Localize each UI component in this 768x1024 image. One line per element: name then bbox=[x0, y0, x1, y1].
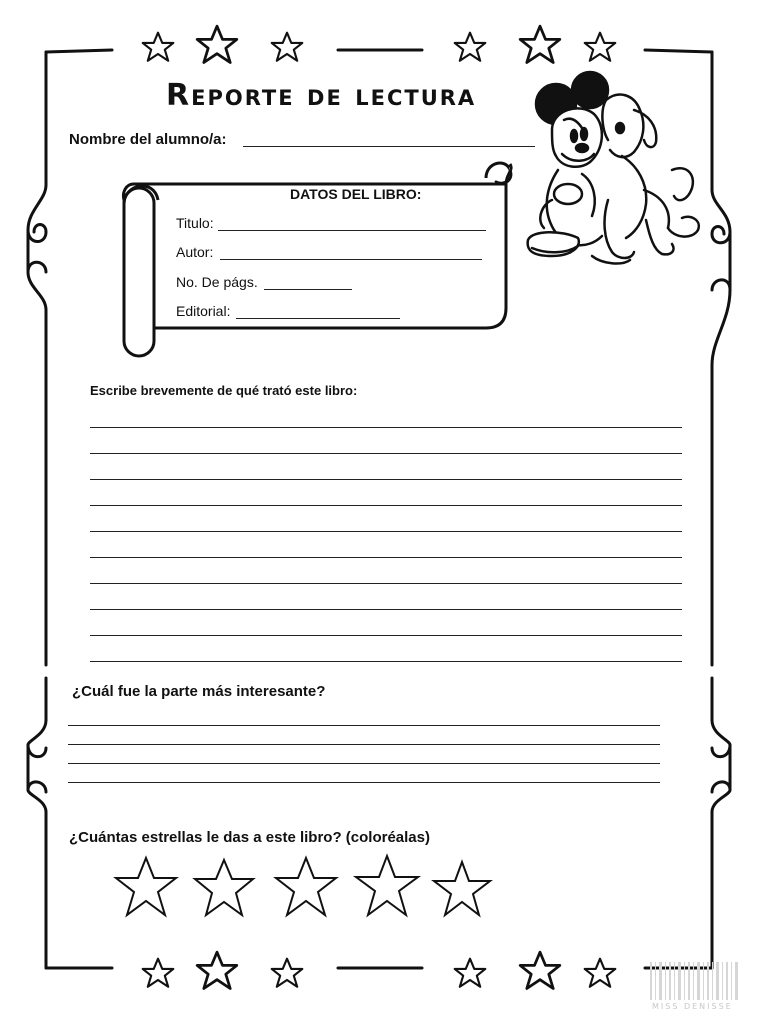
star-icon bbox=[585, 33, 616, 61]
star-icon bbox=[585, 959, 616, 987]
star-icon bbox=[520, 26, 560, 62]
writing-line[interactable] bbox=[68, 782, 660, 783]
star-icon bbox=[455, 959, 486, 987]
star-icon bbox=[143, 959, 174, 987]
writing-line[interactable] bbox=[90, 609, 682, 610]
star-icon bbox=[520, 952, 560, 988]
book-title-line[interactable] bbox=[218, 230, 486, 231]
writing-line[interactable] bbox=[90, 427, 682, 428]
writing-line[interactable] bbox=[90, 661, 682, 662]
rating-star-5[interactable] bbox=[434, 862, 490, 915]
writing-line[interactable] bbox=[90, 505, 682, 506]
rating-star-3[interactable] bbox=[276, 858, 336, 915]
writing-line[interactable] bbox=[90, 635, 682, 636]
student-name-label: Nombre del alumno/a: bbox=[69, 131, 227, 148]
rating-star-2[interactable] bbox=[195, 860, 253, 915]
summary-prompt: Escribe brevemente de qué trató este libro: bbox=[90, 383, 358, 398]
interesting-prompt: ¿Cuál fue la parte más interesante? bbox=[72, 683, 326, 700]
rating-star-4[interactable] bbox=[356, 856, 418, 915]
writing-line[interactable] bbox=[90, 583, 682, 584]
student-name-line[interactable] bbox=[243, 146, 535, 147]
book-pages-line[interactable] bbox=[264, 289, 352, 290]
book-publisher-label: Editorial: bbox=[176, 303, 231, 319]
book-data-heading: DATOS DEL LIBRO: bbox=[290, 186, 422, 202]
rating-stars bbox=[110, 852, 510, 922]
book-pages-label: No. De págs. bbox=[176, 274, 258, 290]
stars-prompt: ¿Cuántas estrellas le das a este libro? (coloréalas) bbox=[69, 829, 430, 846]
writing-line[interactable] bbox=[90, 479, 682, 480]
writing-line[interactable] bbox=[68, 725, 660, 726]
star-icon bbox=[143, 33, 174, 61]
writing-line[interactable] bbox=[90, 453, 682, 454]
book-author-line[interactable] bbox=[220, 259, 482, 260]
book-title-label: Titulo: bbox=[176, 215, 214, 231]
star-icon bbox=[272, 33, 303, 61]
watermark-text: MISS DENISSE bbox=[652, 1002, 733, 1011]
star-icon bbox=[197, 952, 237, 988]
writing-line[interactable] bbox=[90, 557, 682, 558]
writing-line[interactable] bbox=[68, 763, 660, 764]
star-icon bbox=[272, 959, 303, 987]
rating-star-1[interactable] bbox=[116, 858, 176, 915]
writing-line[interactable] bbox=[68, 744, 660, 745]
star-icon bbox=[455, 33, 486, 61]
page-title: Reporte de lectura bbox=[166, 78, 477, 113]
mickey-pluto-illustration bbox=[522, 70, 712, 270]
book-publisher-line[interactable] bbox=[236, 318, 400, 319]
book-author-label: Autor: bbox=[176, 244, 214, 260]
star-icon bbox=[197, 26, 237, 62]
writing-line[interactable] bbox=[90, 531, 682, 532]
